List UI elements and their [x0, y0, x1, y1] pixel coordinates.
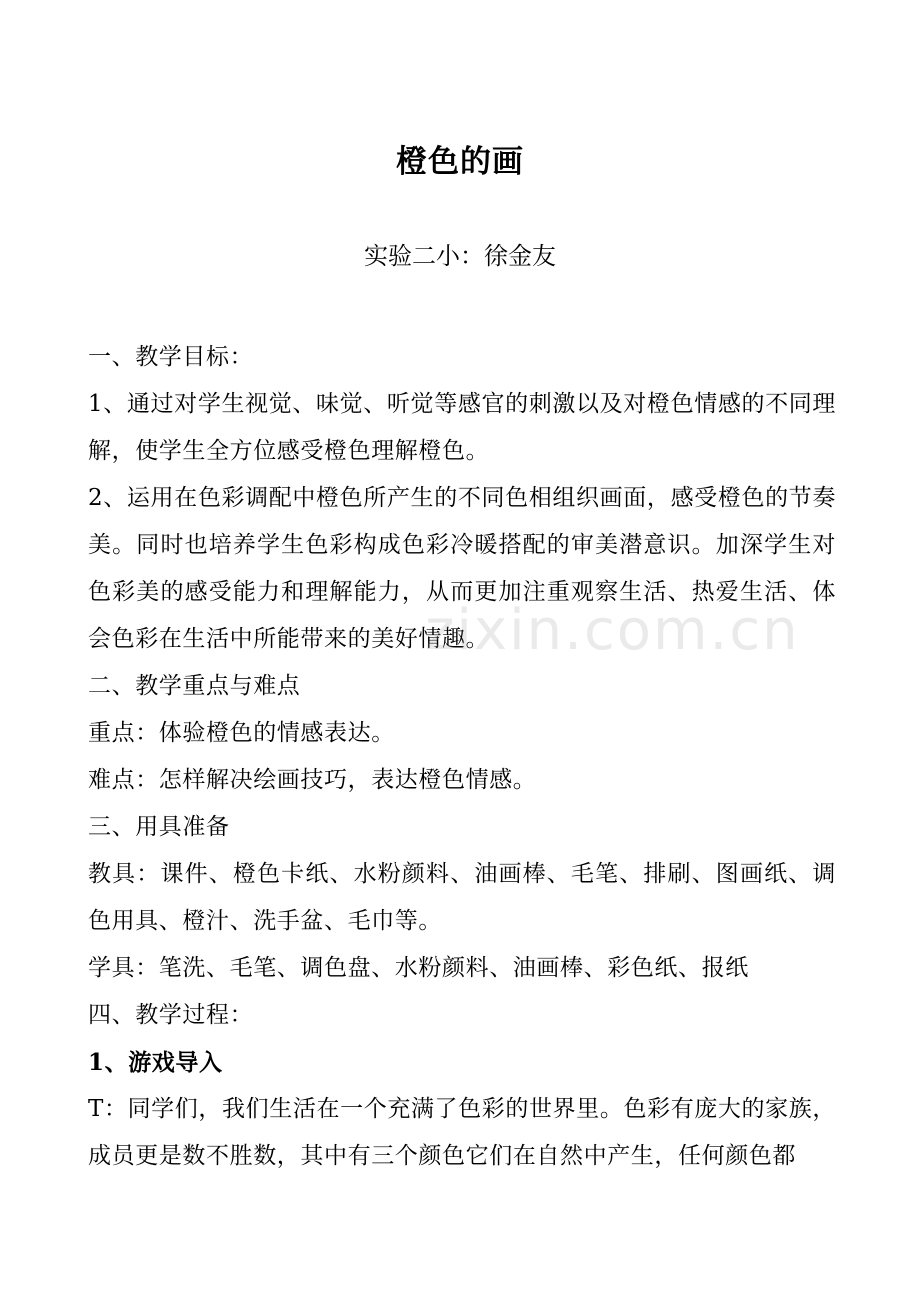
document-title: 橙色的画: [396, 144, 524, 180]
paragraph-difficulty: 难点：怎样解决绘画技巧，表达橙色情感。: [88, 767, 537, 793]
heading-materials: 三、用具准备: [88, 814, 230, 840]
document-body: [88, 334, 836, 1180]
heading-teaching-process: 四、教学过程：: [88, 1002, 254, 1028]
document-author: 实验二小：徐金友: [364, 242, 556, 270]
watermark: zixin.com.cn: [425, 598, 800, 663]
paragraph-teacher-intro: T：同学们，我们生活在一个充满了色彩的世界里。色彩有庞大的家族，成员更是数不胜数，其中有三个颜色它们在自然中产生，任何颜色都: [88, 1096, 836, 1169]
paragraph-key-point: 重点：体验橙色的情感表达。: [88, 720, 395, 746]
paragraph-goal-1: 1、通过对学生视觉、味觉、听觉等感官的刺激以及对橙色情感的不同理解，使学生全方位感受橙色理解橙色。: [88, 391, 836, 464]
heading-game-intro: 1、游戏导入: [88, 1049, 223, 1076]
heading-teaching-goals: 一、教学目标：: [88, 344, 254, 370]
paragraph-student-materials: 学具：笔洗、毛笔、调色盘、水粉颜料、油画棒、彩色纸、报纸: [88, 955, 749, 981]
heading-key-points: 二、教学重点与难点: [88, 673, 301, 699]
paragraph-teacher-materials: 教具：课件、橙色卡纸、水粉颜料、油画棒、毛笔、排刷、图画纸、调色用具、橙汁、洗手盆、毛巾等。: [88, 861, 836, 934]
paragraph-goal-2: 2、运用在色彩调配中橙色所产生的不同色相组织画面，感受橙色的节奏美。同时也培养学生色彩构成色彩冷暖搭配的审美潜意识。加深学生对色彩美的感受能力和理解能力，从而更加注重观察生活、热爱生活、体会色彩在生活中所能带来的美好情趣。: [88, 485, 836, 652]
